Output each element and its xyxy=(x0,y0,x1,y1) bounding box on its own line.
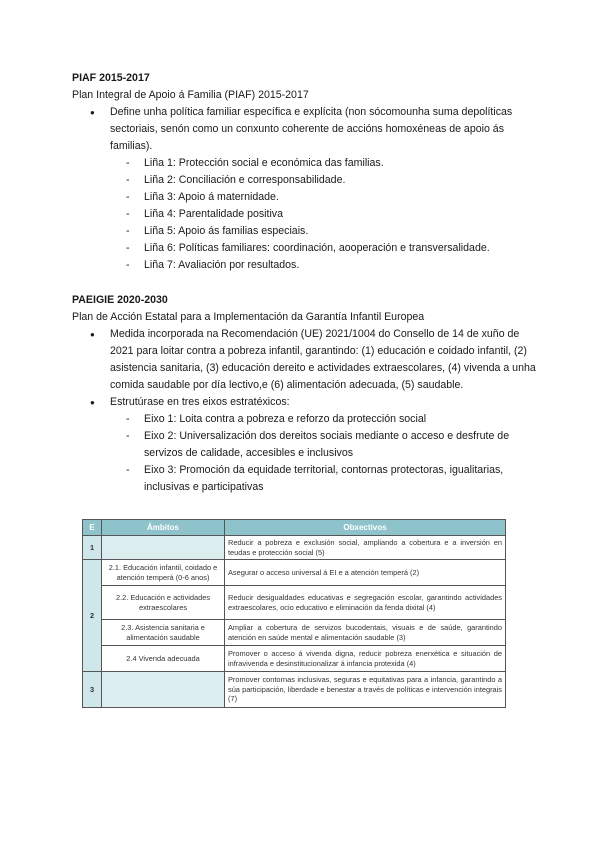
header-e: E xyxy=(83,520,102,536)
piaf-subtitle: Plan Integral de Apoio á Familia (PIAF) 2015-2017 xyxy=(72,89,309,101)
paeigie-bullet-list xyxy=(72,326,542,411)
obxectivo-cell: Reducir desigualdades educativas e segregación escolar, garantindo actividades extraescolares, ocio educativo e eliminación da fenda dixital (4) xyxy=(225,586,506,620)
piaf-bullet xyxy=(110,104,542,155)
list-item: - Liña 1: Protección social e económica das familias. xyxy=(144,155,542,172)
list-item: - Liña 6: Políticas familiares: coordinación, aooperación e transversalidade. xyxy=(144,240,542,257)
list-item: - Eixo 1: Loita contra a pobreza e reforzo da protección social xyxy=(144,411,542,428)
piaf-bullet-list xyxy=(72,104,542,155)
piaf-lines-list xyxy=(72,155,542,274)
eixo-cell: 2 xyxy=(83,560,102,672)
obxectivo-cell: Asegurar o acceso universal á EI e a atención temperá (2) xyxy=(225,560,506,586)
paeigie-eixos-list xyxy=(72,411,542,496)
list-item: - Liña 2: Conciliación e corresponsabilidade. xyxy=(144,172,542,189)
paeigie-bullet-1: ● Medida incorporada na Recomendación (UE) 2021/1004 do Consello de 14 de xuño de 2021 para loitar contra a pobreza infantil, garantindo: (1) educación e coidado infantil, (2) asistencia sanitaria, (3) educación dereito e actividades extraescolares, (4) vivenda a unha comida saudable por día lectivo,e (6) alimentación adecuada, (5) saudable. xyxy=(110,326,542,394)
obxectivo-cell: Ampliar a cobertura de servizos bucodentais, visuais e de saúde, garantindo atención en saúde mental e alimentación saudable (3) xyxy=(225,620,506,646)
ambito-cell: 2.3. Asistencia sanitaria e alimentación saudable xyxy=(102,620,225,646)
table-row xyxy=(83,646,506,672)
document-body xyxy=(72,70,542,496)
table-header-row xyxy=(83,520,506,536)
paeigie-title: PAEIGIE 2020-2030 xyxy=(72,294,168,306)
obxectivo-cell: Reducir a pobreza e exclusión social, ampliando a cobertura e a inversión en teudas e protección social (5) xyxy=(225,536,506,560)
objectives-table xyxy=(82,519,506,708)
obxectivo-cell: Promover o acceso á vivenda digna, reducir pobreza enerxética e situación de infravivenda e desinstitucionalizar á infancia protexida (4) xyxy=(225,646,506,672)
piaf-title: PIAF 2015-2017 xyxy=(72,72,150,84)
ambito-cell: 2.1. Educación infantil, coidado e atención temperá (0-6 anos) xyxy=(102,560,225,586)
list-item: - Liña 3: Apoio á maternidade. xyxy=(144,189,542,206)
eixo-cell: 1 xyxy=(83,536,102,560)
header-ambitos: Ámbitos xyxy=(102,520,225,536)
ambito-cell xyxy=(102,672,225,708)
ambito-cell: 2.2. Educación e actividades extraescolares xyxy=(102,586,225,620)
table-row xyxy=(83,586,506,620)
table-row xyxy=(83,536,506,560)
paeigie-bullet-2: ● Estrutúrase en tres eixos estratéxicos: xyxy=(110,394,542,411)
list-item: - Liña 4: Parentalidade positiva xyxy=(144,206,542,223)
obxectivo-cell: Promover contornas inclusivas, seguras e equitativas para a infancia, garantindo a súa participación, liberdade e benestar a través de políticas e intervención integrais (7) xyxy=(225,672,506,708)
eixo-cell: 3 xyxy=(83,672,102,708)
paeigie-subtitle: Plan de Acción Estatal para a Implementación da Garantía Infantil Europea xyxy=(72,311,425,323)
header-obxectivos: Obxectivos xyxy=(225,520,506,536)
table-row xyxy=(83,620,506,646)
piaf-bullet-text: Define unha política familiar específica e explícita (non sócomounha suma depolíticas sectoriais, senón como un conxunto coherente de accións homoxéneas de apoio ás familias). xyxy=(110,106,513,152)
ambito-cell xyxy=(102,536,225,560)
list-item: - Liña 7: Avaliación por resultados. xyxy=(144,257,542,274)
table-row xyxy=(83,672,506,708)
list-item: - Eixo 2: Universalización dos dereitos sociais mediante o acceso e desfrute de servizos de calidade, accesibles e inclusivos xyxy=(144,428,542,462)
ambito-cell: 2.4 Vivenda adecuada xyxy=(102,646,225,672)
table-row xyxy=(83,560,506,586)
list-item: - Liña 5: Apoio ás familias especiais. xyxy=(144,223,542,240)
list-item: - Eixo 3: Promoción da equidade territorial, contornas protectoras, igualitarias, inclusivas e participativas xyxy=(144,462,542,496)
